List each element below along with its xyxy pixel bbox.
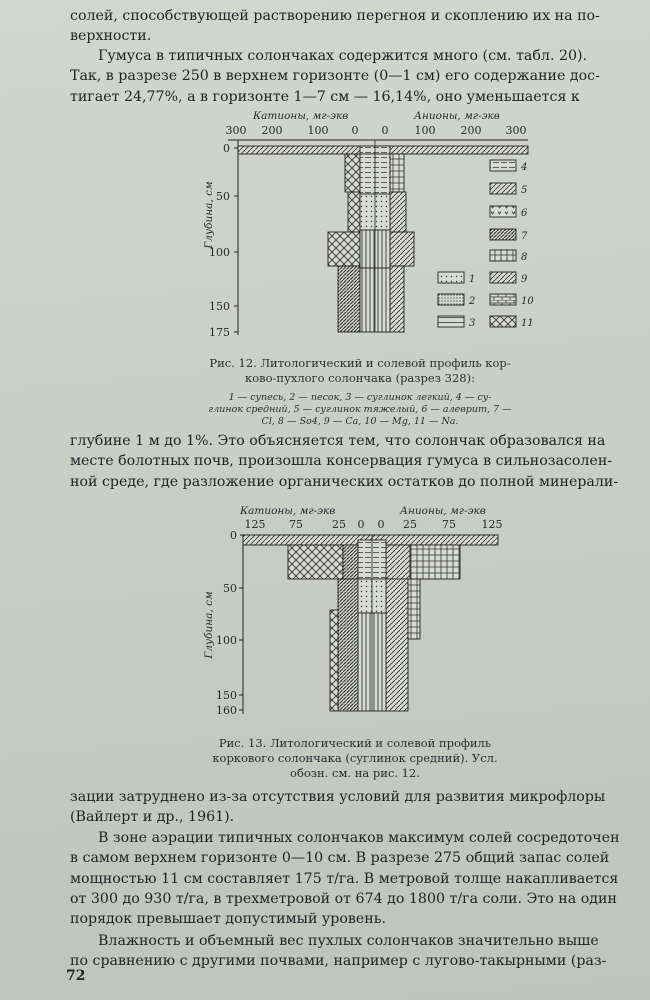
fig12-ytick: 0 — [223, 142, 230, 155]
legend-number: 1 — [469, 274, 476, 285]
fig12-tick: 300 — [225, 124, 247, 137]
legend-swatch-4 — [490, 160, 516, 171]
legend-swatch-9 — [490, 272, 516, 283]
figure-12-legend-text — [180, 392, 540, 428]
text-line: Гумуса в типичных солончаках содержится много (см. табл. 20). — [98, 48, 588, 64]
fig13-depth-tickmarks — [239, 588, 243, 710]
fig12-anion-bar — [390, 192, 406, 232]
legend-number: 6 — [521, 208, 528, 219]
legend-line: 1 — супесь, 2 — песок, 3 — суглинок легкий, 4 — су- — [228, 392, 492, 403]
legend-number: 3 — [469, 318, 476, 329]
paragraph-5 — [70, 828, 645, 929]
fig12-ytick: 175 — [209, 326, 230, 339]
fig12-anions-label: Анионы, мг-экв — [414, 110, 500, 122]
fig12-anion-bar — [390, 232, 414, 266]
legend-swatch-10 — [490, 294, 516, 305]
legend-swatch-7 — [490, 229, 516, 240]
fig13-cation-bar — [330, 610, 338, 711]
legend-swatch-11 — [490, 316, 516, 327]
fig12-tick: 100 — [307, 124, 329, 137]
figure-13-caption — [195, 736, 515, 781]
legend-number: 8 — [521, 252, 528, 263]
text-line: солей, способствующей растворению перегноя и скоплению их на по- — [70, 8, 600, 24]
fig13-anion-bar — [410, 545, 460, 579]
legend-swatch-8 — [490, 250, 516, 261]
caption-line: обозн. см. на рис. 12. — [290, 766, 420, 780]
fig12-ytick: 100 — [209, 246, 230, 259]
figure-12-caption — [190, 356, 530, 386]
fig12-x-ticks — [226, 124, 527, 137]
fig12-ytick: 50 — [216, 190, 230, 203]
fig13-tick: 125 — [481, 518, 503, 531]
text-line: Так, в разрезе 250 в верхнем горизонте (0—1 см) его содержание дос- — [70, 68, 600, 85]
paragraph-6 — [70, 931, 645, 972]
legend-swatch-3 — [438, 316, 464, 327]
fig13-anion-bar — [386, 579, 408, 711]
legend-number: 5 — [521, 185, 528, 196]
fig12-cation-bar — [338, 266, 360, 332]
text-line: порядок превышает допустимый уровень. — [70, 911, 386, 928]
text-line: мощностью 11 см составляет 175 т/га. В метровой толще накапливается — [70, 870, 619, 887]
fig12-depth-label: Глубина, см — [203, 181, 215, 249]
fig12-anion-bar — [390, 154, 404, 192]
fig12-tick: 100 — [414, 124, 436, 137]
fig12-tick: 200 — [261, 124, 283, 137]
fig13-tick: 25 — [403, 518, 417, 531]
fig13-x-ticks — [245, 518, 503, 531]
fig13-profile — [243, 535, 498, 711]
text-line: в самом верхнем горизонте 0—10 см. В разрезе 275 общий запас солей — [70, 850, 610, 867]
fig12-tick: 0 — [351, 124, 359, 137]
legend-number: 10 — [521, 296, 534, 307]
fig12-legend — [438, 160, 516, 327]
legend-swatch-5 — [490, 183, 516, 194]
fig13-cation-bar — [288, 545, 343, 579]
text-line: по сравнению с другими почвами, например с лугово-такырными (раз- — [70, 953, 607, 970]
fig12-tick: 300 — [505, 124, 527, 137]
fig13-ytick: 0 — [230, 529, 237, 542]
text-line: месте болотных почв, произошла консервация гумуса в сильнозасолен- — [70, 453, 613, 470]
text-line: зации затруднено из-за отсутствия условий для развития микрофлоры — [70, 789, 606, 805]
text-line: от 300 до 930 т/га, в трехметровой от 674 до 1800 т/га соли. Это на один — [70, 890, 617, 907]
legend-number: 9 — [521, 274, 528, 285]
fig13-anion-bar — [386, 545, 410, 579]
fig12-anion-bar — [390, 266, 404, 332]
legend-swatch-1 — [438, 272, 464, 283]
legend-number: 2 — [469, 296, 476, 307]
fig12-ytick: 150 — [209, 300, 230, 313]
text-line: верхности. — [70, 28, 152, 45]
fig12-cation-bar — [348, 192, 360, 232]
fig13-tick: 0 — [357, 518, 365, 531]
fig13-tick: 0 — [377, 518, 385, 531]
caption-line: коркового солончака (суглинок средний). Усл. — [212, 751, 498, 765]
fig12-tick: 0 — [381, 124, 389, 137]
page-number: 72 — [66, 968, 86, 984]
fig13-ytick: 50 — [223, 582, 237, 595]
text-line: Влажность и объемный вес пухлых солончаков значительно выше — [98, 933, 599, 949]
fig12-cations-label: Катионы, мг-экв — [253, 110, 349, 122]
fig13-cation-bar — [343, 545, 358, 579]
legend-number: 11 — [521, 318, 534, 329]
fig12-cation-bar — [345, 154, 360, 192]
fig13-y-ticks — [216, 529, 237, 717]
fig12-tick: 200 — [460, 124, 482, 137]
text-line: глубине 1 м до 1%. Это объясняется тем, что солончак образовался на — [70, 433, 606, 449]
text-line: (Вайлерт и др., 1961). — [70, 809, 235, 826]
caption-line: Рис. 12. Литологический и солевой профиль кор- — [209, 356, 511, 370]
fig13-ytick: 160 — [216, 704, 237, 717]
fig12-profile — [238, 140, 528, 332]
paragraph-4 — [70, 787, 645, 828]
fig13-tick: 125 — [244, 518, 266, 531]
fig13-anions-label: Анионы, мг-экв — [400, 505, 486, 517]
legend-number: 7 — [521, 231, 528, 242]
caption-line: Рис. 13. Литологический и солевой профиль — [218, 736, 492, 750]
text-line: ной среде, где разложение органических остатков до полной минерали- — [70, 473, 619, 490]
paragraph-3 — [70, 431, 645, 492]
fig13-tick: 75 — [289, 518, 303, 531]
fig12-depth-tickmarks — [234, 148, 238, 332]
legend-line: глинок средний, 5 — суглинок тяжелый, 6 — алеврит, 7 — — [208, 404, 512, 415]
fig13-ytick: 150 — [216, 689, 237, 702]
fig13-ytick: 100 — [216, 634, 237, 647]
fig13-cations-label: Катионы, мг-экв — [240, 505, 336, 517]
fig13-cation-bar — [338, 579, 358, 711]
legend-number: 4 — [521, 162, 528, 173]
text-line: В зоне аэрации типичных солончаков максимум солей сосредоточен — [98, 830, 620, 846]
legend-swatch-2 — [438, 294, 464, 305]
caption-line: ково-пухлого солончака (разрез 328): — [245, 371, 475, 385]
legend-swatch-6 — [490, 206, 516, 217]
fig13-anion-bar — [408, 579, 420, 639]
text-line: тигает 24,77%, а в горизонте 1—7 см — 16,14%, оно уменьшается к — [70, 88, 580, 105]
legend-line: Cl, 8 — So4, 9 — Ca, 10 — Mg, 11 — Na. — [261, 416, 459, 427]
fig12-cation-bar — [328, 232, 360, 266]
fig13-tick: 75 — [442, 518, 456, 531]
fig13-tick: 25 — [332, 518, 346, 531]
fig13-depth-label: Глубина, см — [203, 591, 215, 659]
